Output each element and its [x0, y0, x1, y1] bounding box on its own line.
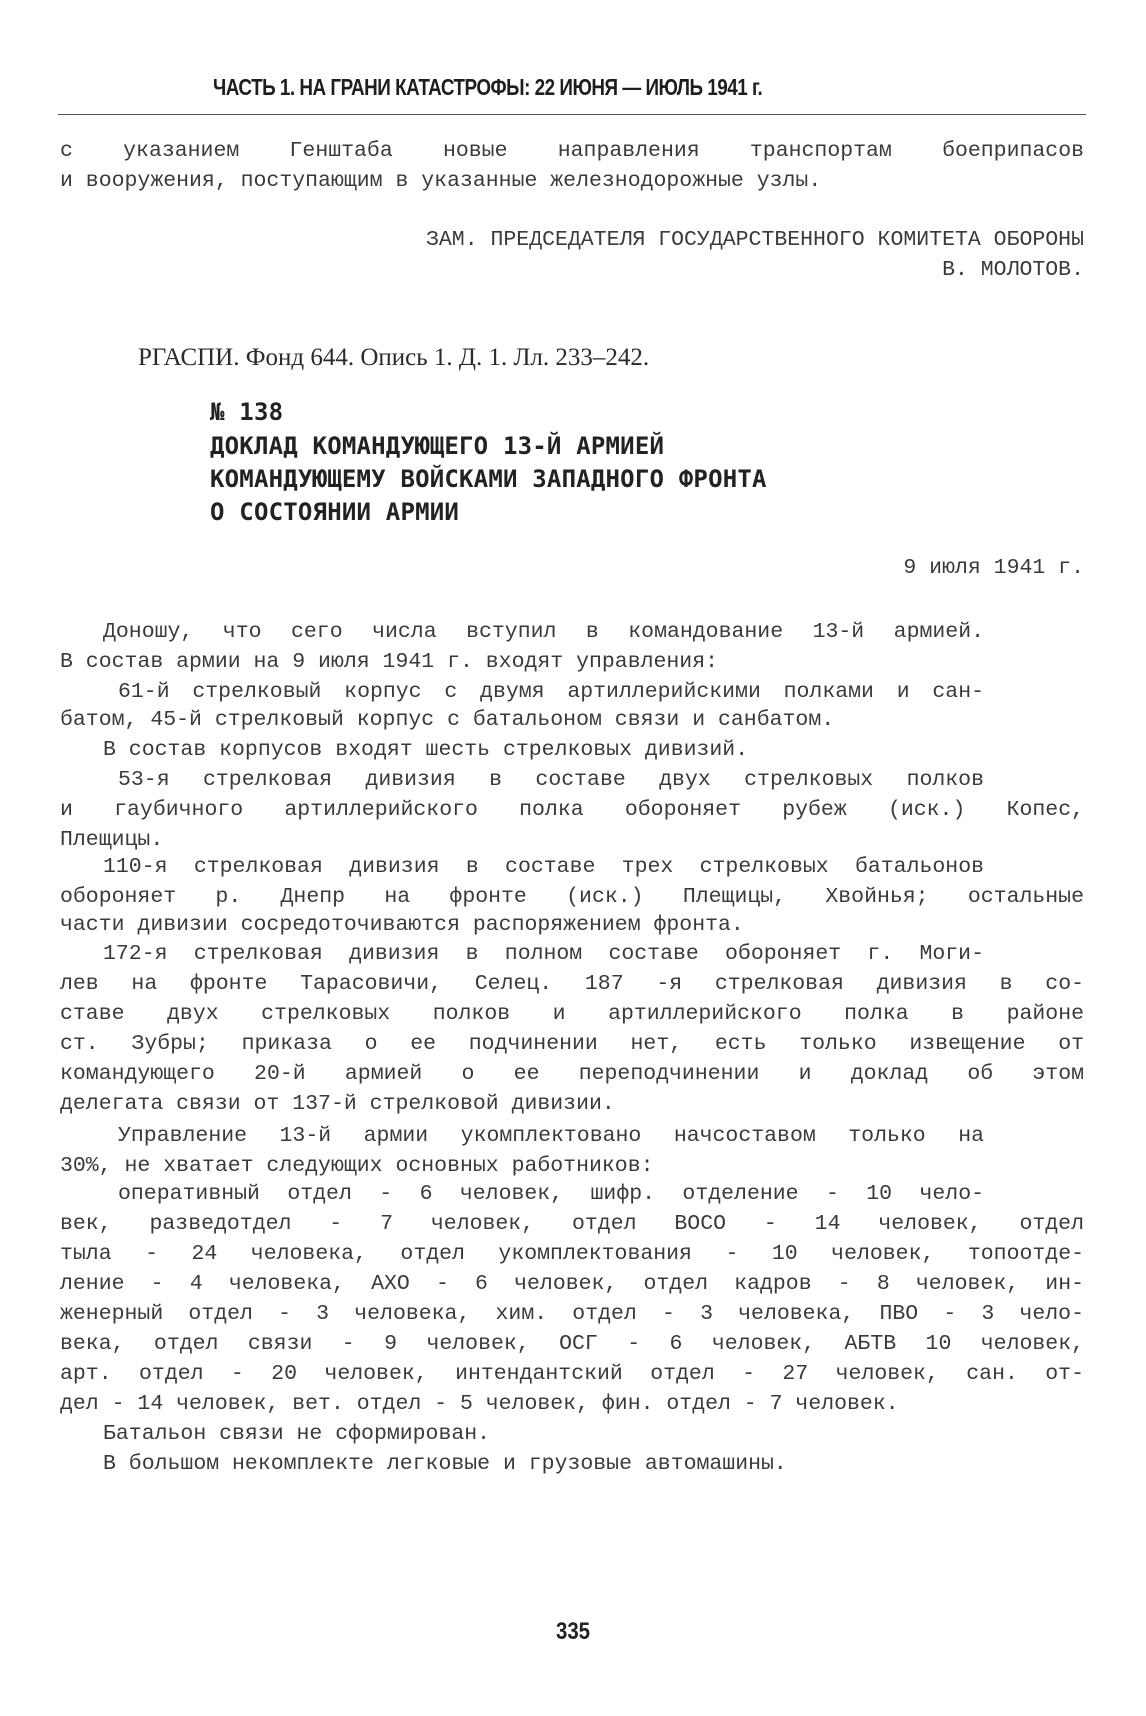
body-line: Батальон связи не сформирован. — [103, 1422, 491, 1446]
body-line: ление - 4 человека, АХО - 6 человек, отдел кадров - 8 человек, ин- — [60, 1272, 1084, 1296]
body-line: 61-й стрелковый корпус с двумя артиллерийскими полками и сан- — [118, 680, 984, 704]
body-line: века, отдел связи - 9 человек, ОСГ - 6 человек, АБТВ 10 человек, — [60, 1332, 1084, 1356]
body-line: оперативный отдел - 6 человек, шифр. отделение - 10 чело- — [118, 1182, 984, 1206]
running-header: ЧАСТЬ 1. НА ГРАНИ КАТАСТРОФЫ: 22 ИЮНЯ — ИЮЛЬ 1941 г. — [213, 74, 763, 100]
header-divider — [58, 114, 1086, 115]
body-line: Доношу, что сего числа вступил в командование 13-й армией. — [103, 620, 984, 644]
body-line: тыла - 24 человека, отдел укомплектования - 10 человек, топоотде- — [60, 1242, 1084, 1266]
document-date: 9 июля 1941 г. — [903, 556, 1084, 580]
document-title-line-2: КОМАНДУЮЩЕМУ ВОЙСКАМИ ЗАПАДНОГО ФРОНТА — [210, 465, 767, 493]
body-line: и гаубичного артиллерийского полка обороняет рубеж (иск.) Копес, — [60, 798, 1084, 822]
body-line: части дивизии сосредоточиваются распоряжением фронта. — [60, 913, 744, 937]
body-line: женерный отдел - 3 человека, хим. отдел - 3 человека, ПВО - 3 чело- — [60, 1302, 1084, 1326]
body-line: В состав корпусов входят шесть стрелковых дивизий. — [103, 738, 749, 762]
body-line: 172-я стрелковая дивизия в полном составе обороняет г. Моги- — [103, 942, 984, 966]
body-line: ст. Зубры; приказа о ее подчинении нет, есть только извещение от — [60, 1032, 1084, 1056]
document-title-line-1: ДОКЛАД КОМАНДУЮЩЕГО 13-Й АРМИЕЙ — [210, 432, 665, 460]
body-line: 30%, не хватает следующих основных работников: — [60, 1154, 654, 1178]
prev-doc-line-1: с указанием Генштаба новые направления транспортам боеприпасов — [60, 139, 1084, 163]
body-line: лев на фронте Тарасовичи, Селец. 187 -я стрелковая дивизия в со- — [60, 972, 1084, 996]
signature-name: В. МОЛОТОВ. — [942, 258, 1084, 282]
body-line: арт. отдел - 20 человек, интендантский отдел - 27 человек, сан. от- — [60, 1362, 1084, 1386]
body-line: делегата связи от 137-й стрелковой дивизии. — [60, 1092, 615, 1116]
document-number: № 138 — [210, 398, 284, 426]
signature-title: ЗАМ. ПРЕДСЕДАТЕЛЯ ГОСУДАРСТВЕННОГО КОМИТЕТА ОБОРОНЫ — [425, 228, 1084, 252]
page-number: 335 — [555, 1618, 591, 1645]
body-line: обороняет р. Днепр на фронте (иск.) Плещицы, Хвойнья; остальные — [60, 885, 1084, 909]
body-line: Плещицы. — [60, 828, 164, 852]
body-line: В большом некомплекте легковые и грузовые автомашины. — [103, 1452, 787, 1476]
body-line: 53-я стрелковая дивизия в составе двух стрелковых полков — [118, 768, 984, 792]
body-line: Управление 13-й армии укомплектовано начсоставом только на — [118, 1124, 984, 1148]
body-line: В состав армии на 9 июля 1941 г. входят управления: — [60, 650, 719, 674]
body-line: дел - 14 человек, вет. отдел - 5 человек, фин. отдел - 7 человек. — [60, 1392, 899, 1416]
body-line: век, разведотдел - 7 человек, отдел ВОСО - 14 человек, отдел — [60, 1212, 1084, 1236]
body-line: ставе двух стрелковых полков и артиллерийского полка в районе — [60, 1002, 1084, 1026]
document-title-line-3: О СОСТОЯНИИ АРМИИ — [210, 498, 460, 526]
archive-source: РГАСПИ. Фонд 644. Опись 1. Д. 1. Лл. 233–242. — [138, 344, 650, 371]
body-line: 110-я стрелковая дивизия в составе трех стрелковых батальонов — [103, 855, 984, 879]
prev-doc-line-2: и вооружения, поступающим в указанные железнодорожные узлы. — [60, 169, 822, 193]
body-line: батом, 45-й стрелковый корпус с батальоном связи и санбатом. — [60, 708, 835, 732]
body-line: командующего 20-й армией о ее переподчинении и доклад об этом — [60, 1062, 1084, 1086]
